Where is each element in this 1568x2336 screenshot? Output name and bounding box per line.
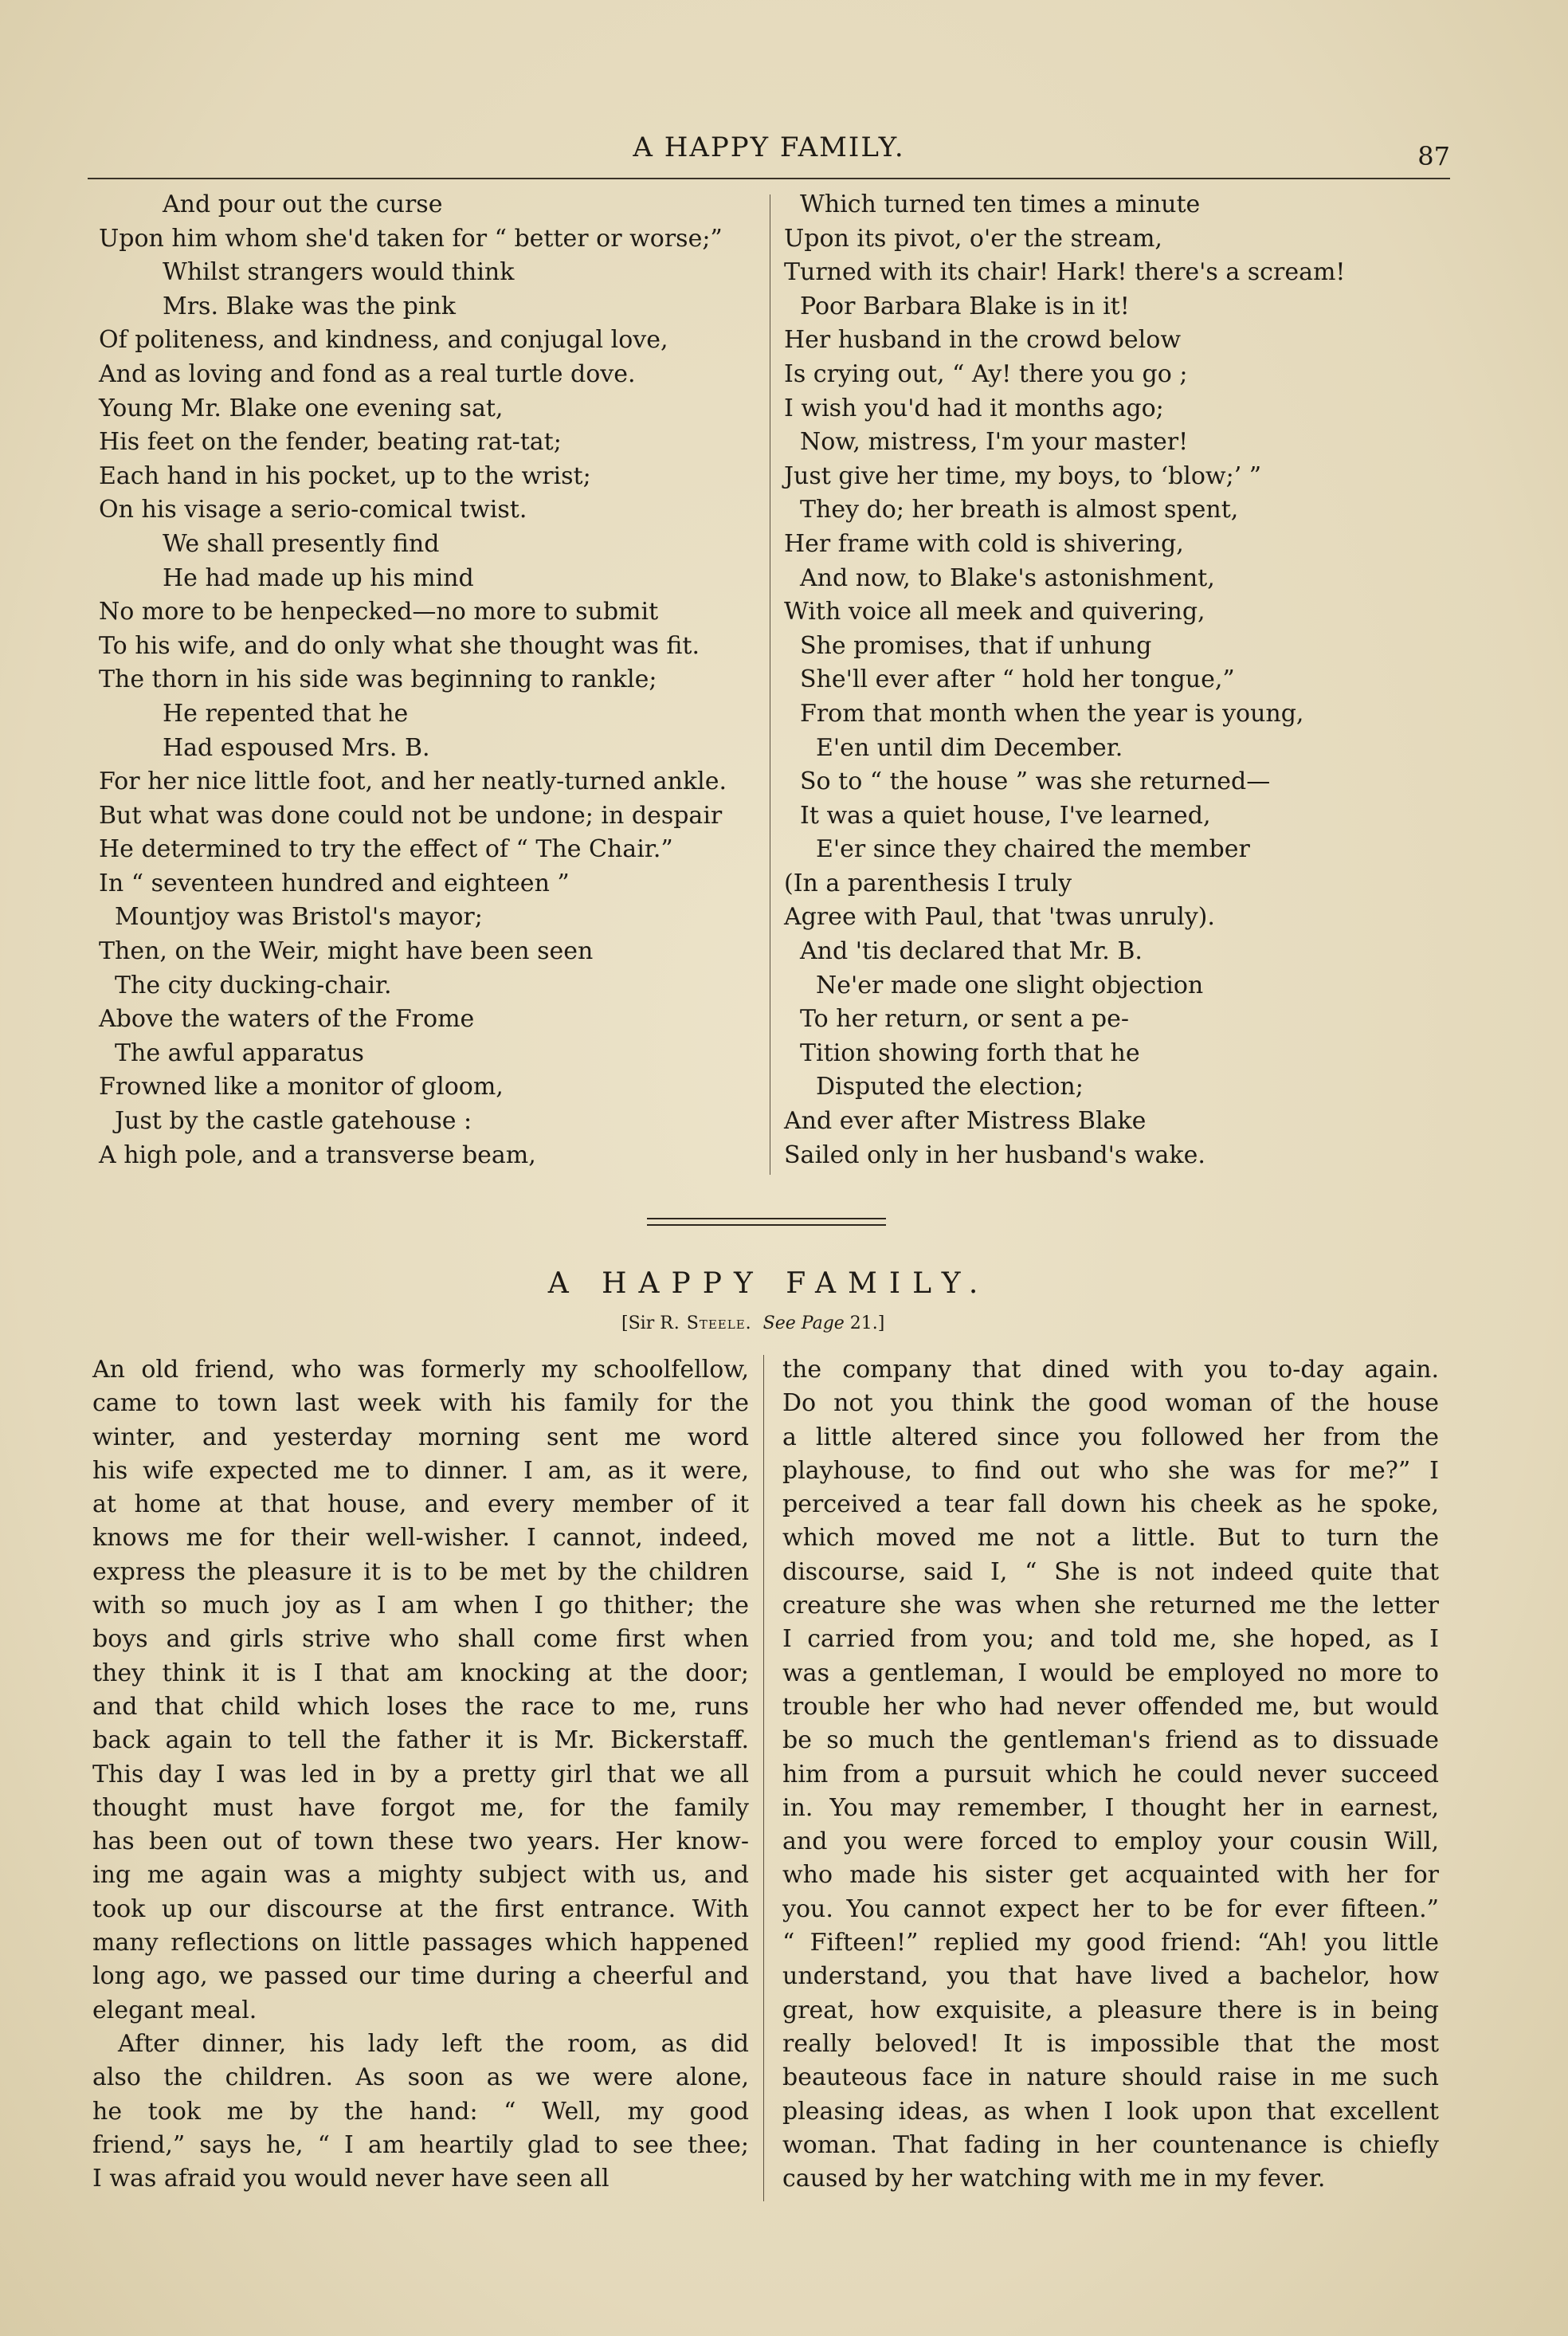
poem-line: (In a parenthesis I truly (784, 869, 1072, 897)
prose-line: the company that dined with you to-day again. (782, 1356, 1439, 1384)
prose-line: came to town last week with his family for the (92, 1389, 749, 1418)
poem-line: Above the waters of the Frome (99, 1005, 475, 1034)
poem-line: Agree with Paul, that 'twas unruly). (784, 903, 1215, 932)
poem-line: The thorn in his side was beginning to rankle; (99, 665, 657, 694)
prose-line: express the pleasure it is to be met by the children (92, 1557, 749, 1586)
poem-line: His feet on the fender, beating rat-tat; (99, 428, 562, 457)
poem-line: Disputed the election; (816, 1073, 1084, 1101)
prose-line: beauteous face in nature should raise in me such (782, 2063, 1439, 2092)
poem-line: Which turned ten times a minute (800, 190, 1201, 218)
poem-line: Of politeness, and kindness, and conjugal love, (99, 326, 668, 355)
prose-line: with so much joy as I am when I go thither; the (92, 1592, 749, 1620)
poem-line: A high pole, and a transverse beam, (99, 1141, 536, 1169)
poem-line: With voice all meek and quivering, (784, 598, 1205, 626)
citation-author: R. Steele. (660, 1313, 752, 1333)
poem-line: We shall presently find (163, 529, 440, 558)
prose-line: him from a pursuit which he could never succeed (782, 1760, 1439, 1788)
poem-line: Mountjoy was Bristol's mayor; (115, 903, 483, 932)
poem-line: Then, on the Weir, might have been seen (99, 937, 594, 966)
prose-line: I carried from you; and told me, she hoped, as I (782, 1625, 1439, 1654)
prose-line: be so much the gentleman's friend as to dissuade (782, 1726, 1439, 1755)
poem-line: Frowned like a monitor of gloom, (99, 1073, 504, 1101)
poem-line: For her nice little foot, and her neatly-turned ankle. (99, 768, 727, 796)
page-header (88, 132, 1450, 179)
poem-right-column (784, 188, 1453, 1172)
prose-line: a little altered since you followed her from the (782, 1423, 1439, 1451)
poem-line: So to “ the house ” was she returned— (800, 768, 1271, 796)
prose-line: who made his sister get acquainted with her for (782, 1861, 1439, 1890)
article-title: A HAPPY FAMILY. (547, 1267, 990, 1300)
citation-see: See Page (762, 1313, 845, 1333)
poem-line: Her husband in the crowd below (784, 326, 1182, 355)
article-left-column (92, 1353, 749, 2196)
poem-line: He had made up his mind (163, 563, 474, 592)
running-head: A HAPPY FAMILY. (633, 132, 905, 163)
poem-line: She'll ever after “ hold her tongue,” (800, 665, 1235, 694)
article-citation (621, 1313, 884, 1333)
poem-line: But what was done could not be undone; in despair (99, 801, 723, 830)
prose-line: at home at that house, and every member of it (92, 1490, 749, 1519)
section-divider-bottom (647, 1224, 886, 1226)
prose-line: back again to tell the father it is Mr. Bickerstaff. (92, 1726, 749, 1755)
prose-line: winter, and yesterday morning sent me word (92, 1423, 749, 1451)
poem-line: Turned with its chair! Hark! there's a scream! (784, 258, 1346, 287)
prose-line: perceived a tear fall down his cheek as he spoke, (782, 1490, 1439, 1519)
article-column-rule (763, 1355, 764, 2201)
prose-line: boys and girls strive who shall come first when (92, 1625, 749, 1654)
poem-line: In “ seventeen hundred and eighteen ” (99, 869, 570, 897)
poem-line: The city ducking-chair. (115, 971, 392, 999)
prose-line: woman. That fading in her countenance is chiefly (782, 2130, 1439, 2159)
poem-line: And ever after Mistress Blake (784, 1107, 1147, 1136)
poem-line: It was a quiet house, I've learned, (800, 801, 1211, 830)
citation-page: 21.] (849, 1313, 885, 1333)
poem-line: Her frame with cold is shivering, (784, 529, 1184, 558)
prose-line: really beloved! It is impossible that the most (782, 2029, 1439, 2058)
prose-line: has been out of town these two years. Her know- (92, 1828, 749, 1856)
prose-line: knows me for their well-wisher. I cannot, indeed, (92, 1524, 749, 1553)
prose-line: and you were forced to employ your cousin Will, (782, 1828, 1439, 1856)
poem-line: Had espoused Mrs. B. (163, 733, 430, 762)
prose-line: and that child which loses the race to me, runs (92, 1692, 749, 1721)
poem-line: To her return, or sent a pe- (800, 1005, 1129, 1034)
poem-line: From that month when the year is young, (800, 699, 1304, 728)
prose-line: caused by her watching with me in my fever. (782, 2165, 1326, 2193)
poem-line: Whilst strangers would think (163, 258, 515, 287)
prose-line: many reflections on little passages which happened (92, 1929, 749, 1957)
prose-line: also the children. As soon as we were alone, (92, 2063, 749, 2092)
prose-line: thought must have forgot me, for the family (92, 1793, 749, 1822)
poem-line: He repented that he (163, 699, 409, 728)
prose-line: This day I was led in by a pretty girl that we all (92, 1760, 749, 1788)
poem-line: And now, to Blake's astonishment, (800, 563, 1215, 592)
prose-line: playhouse, to find out who she was for me?” I (782, 1456, 1439, 1485)
article-right-column (782, 1353, 1439, 2196)
prose-line: An old friend, who was formerly my schoolfellow, (92, 1356, 749, 1384)
poem-line: Sailed only in her husband's wake. (784, 1141, 1205, 1169)
poem-line: On his visage a serio-comical twist. (99, 496, 527, 524)
prose-line: trouble her who had never offended me, but would (782, 1692, 1439, 1721)
poem-line: Now, mistress, I'm your master! (800, 428, 1189, 457)
poem-line: And 'tis declared that Mr. B. (800, 937, 1143, 966)
prose-line: was a gentleman, I would be employed no more to (782, 1659, 1439, 1687)
poem-line: E'en until dim December. (816, 733, 1123, 762)
prose-line: great, how exquisite, a pleasure there is in being (782, 1996, 1439, 2024)
section-divider-top (647, 1218, 886, 1219)
prose-line: took up our discourse at the first entrance. With (92, 1894, 749, 1923)
prose-line: I was afraid you would never have seen all (92, 2165, 610, 2193)
prose-line: you. You cannot expect her to be for ever fifteen.” (782, 1894, 1439, 1923)
poem-line: Young Mr. Blake one evening sat, (99, 394, 504, 422)
poem-line: They do; her breath is almost spent, (800, 496, 1239, 524)
prose-line: friend,” says he, “ I am heartily glad to see thee; (92, 2130, 749, 2159)
poem-line: The awful apparatus (115, 1038, 364, 1067)
prose-line: elegant meal. (92, 1996, 257, 2024)
poem-line: She promises, that if unhung (800, 631, 1152, 660)
prose-line: his wife expected me to dinner. I am, as it were, (92, 1456, 749, 1485)
poem-line: E'er since they chaired the member (816, 835, 1250, 864)
poem-line: To his wife, and do only what she thought was fit. (99, 631, 700, 660)
poem-line: Is crying out, “ Ay! there you go ; (784, 359, 1188, 388)
poem-line: And as loving and fond as a real turtle dove. (99, 359, 636, 388)
prose-line: understand, you that have lived a bachelor, how (782, 1962, 1439, 1991)
poem-line: Poor Barbara Blake is in it! (800, 292, 1130, 320)
prose-line: After dinner, his lady left the room, as did (118, 2029, 749, 2058)
prose-line: “ Fifteen!” replied my good friend: “Ah! you little (782, 1929, 1439, 1957)
prose-line: in. You may remember, I thought her in earnest, (782, 1793, 1439, 1822)
prose-line: creature she was when she returned me the letter (782, 1592, 1439, 1620)
poem-line: Just give her time, my boys, to ‘blow;’ ” (784, 461, 1262, 490)
page-number: 87 (1417, 141, 1450, 171)
poem-line: Each hand in his pocket, up to the wrist; (99, 461, 591, 490)
poem-line: And pour out the curse (163, 190, 443, 218)
poem-line: Upon him whom she'd taken for “ better or worse;” (99, 224, 723, 253)
prose-line: pleasing ideas, as when I look upon that excellent (782, 2097, 1439, 2126)
poem-line: Tition showing forth that he (800, 1038, 1140, 1067)
prose-line: discourse, said I, “ She is not indeed quite that (782, 1557, 1439, 1586)
poem-left-column (99, 188, 768, 1172)
prose-line: long ago, we passed our time during a cheerful and (92, 1962, 749, 1991)
poem-line: Just by the castle gatehouse : (115, 1107, 472, 1136)
prose-line: he took me by the hand: “ Well, my good (92, 2097, 749, 2126)
citation-open: [Sir (621, 1313, 655, 1333)
poem-line: Upon its pivot, o'er the stream, (784, 224, 1162, 253)
header-rule (88, 178, 1450, 179)
prose-line: which moved me not a little. But to turn the (782, 1524, 1439, 1553)
poem-line: I wish you'd had it months ago; (784, 394, 1164, 422)
prose-line: ing me again was a mighty subject with us, and (92, 1861, 749, 1890)
poem-line: Mrs. Blake was the pink (163, 292, 456, 320)
prose-line: they think it is I that am knocking at the door; (92, 1659, 749, 1687)
poem-line: He determined to try the effect of “ The Chair.” (99, 835, 673, 864)
prose-line: Do not you think the good woman of the house (782, 1389, 1439, 1418)
poem-line: No more to be henpecked—no more to submit (99, 598, 659, 626)
poem-line: Ne'er made one slight objection (816, 971, 1204, 999)
